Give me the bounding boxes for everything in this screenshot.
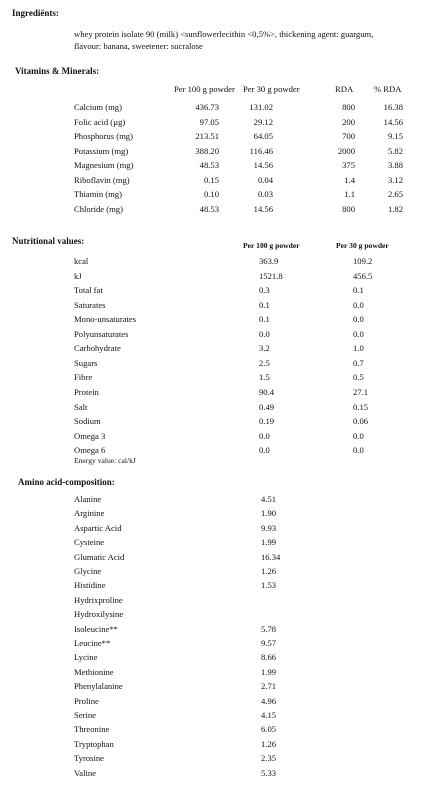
nutrient-per30: 0.5 — [353, 372, 364, 382]
amino-acid-value: 1.99 — [261, 667, 277, 677]
nutrient-per100: 1521.8 — [259, 271, 283, 281]
amino-acid-name: Phenylalanine — [74, 681, 123, 691]
nutrient-name: Omega 3 — [74, 431, 106, 441]
nutrient-name: Mono-unsaturates — [74, 314, 137, 324]
vitamin-pct-rda: 14.56 — [383, 117, 403, 127]
nutrient-name: Sodium — [74, 416, 101, 426]
nutrient-per100: 0.1 — [259, 300, 270, 310]
amino-acid-name: Glycine — [74, 566, 102, 576]
vitamin-rda: 800 — [342, 204, 355, 214]
vitamin-rda: 200 — [342, 117, 355, 127]
amino-acid-value: 8.66 — [261, 652, 277, 662]
nutrient-name: Saturates — [74, 300, 106, 310]
vitamin-per30: 131.02 — [249, 102, 273, 112]
amino-acid-name: Methionine — [74, 667, 114, 677]
nutrient-per100: 0.1 — [259, 314, 270, 324]
vitamin-rda: 2000 — [337, 146, 355, 156]
amino-acid-value: 2.71 — [261, 681, 277, 691]
amino-acid-name: Tryptophan — [74, 739, 114, 749]
vitamin-name: Thiamin (mg) — [74, 189, 122, 199]
amino-acid-name: Histidine — [74, 580, 106, 590]
nutrient-name: Sugars — [74, 358, 98, 368]
nutrient-per100: 1.5 — [259, 372, 270, 382]
amino-acid-value: 9.93 — [261, 523, 277, 533]
vitamin-per100: 0.10 — [203, 189, 219, 199]
nutrient-name: Fibre — [74, 372, 93, 382]
vitamin-per100: 48.53 — [199, 160, 219, 170]
amino-acid-name: Hydrixproline — [74, 595, 123, 605]
vitamin-per100: 0.15 — [203, 175, 219, 185]
vitamin-per100: 388.20 — [195, 146, 219, 156]
vitamin-name: Folic acid (µg) — [74, 117, 126, 127]
nutrient-per100: 0.0 — [259, 329, 270, 339]
vitamin-per100: 97.05 — [199, 117, 219, 127]
nutrient-per100: 0.3 — [259, 285, 270, 295]
vitamin-per100: 213.51 — [195, 131, 219, 141]
amino-acid-value: 16.34 — [261, 552, 281, 562]
vitamin-pct-rda: 16.38 — [383, 102, 403, 112]
amino-acid-value: 4.96 — [261, 696, 277, 706]
amino-acid-name: Isoleucine** — [74, 624, 118, 634]
amino-acid-value: 1.99 — [261, 537, 277, 547]
amino-heading: Amino acid-composition: — [18, 477, 115, 487]
nutrient-per30: 0.0 — [353, 314, 364, 324]
vitamin-pct-rda: 3.88 — [387, 160, 403, 170]
amino-acid-value: 1.26 — [261, 566, 277, 576]
nutrient-name: Salt — [74, 402, 88, 412]
energy-note: Energy value: cal/kJ — [74, 456, 136, 465]
vitamin-pct-rda: 9.15 — [387, 131, 403, 141]
vitamin-per30: 14.56 — [253, 160, 273, 170]
amino-acid-name: Glumatic Acid — [74, 552, 125, 562]
vitamins-col-pct-rda: % RDA — [374, 84, 402, 94]
vitamin-name: Calcium (mg) — [74, 102, 122, 112]
nutrient-per30: 0.7 — [353, 358, 364, 368]
ingredients-text-line-1: whey protein isolate 90 (milk) <sunflowerlecithin <0,5%>, thickening agent: guargum, — [74, 29, 374, 39]
nutrient-per100: 90.4 — [259, 387, 275, 397]
nutrient-name: kJ — [74, 271, 82, 281]
vitamins-col-per100: Per 100 g powder — [174, 84, 235, 94]
nutrient-name: Omega 6 — [74, 445, 106, 455]
amino-acid-value: 4.15 — [261, 710, 277, 720]
amino-acid-name: Cysteine — [74, 537, 105, 547]
amino-acid-value: 6.05 — [261, 724, 277, 734]
vitamin-per100: 48.53 — [199, 204, 219, 214]
nutrient-name: Carbohydrate — [74, 343, 121, 353]
nutrition-heading: Nutritional values: — [12, 236, 85, 246]
vitamin-pct-rda: 1.82 — [387, 204, 403, 214]
nutrient-name: Total fat — [74, 285, 103, 295]
amino-acid-name: Arginine — [74, 508, 105, 518]
amino-acid-name: Threonine — [74, 724, 110, 734]
vitamin-rda: 700 — [342, 131, 355, 141]
nutrition-col-per100: Per 100 g powder — [243, 241, 300, 250]
amino-acid-name: Leucine** — [74, 638, 111, 648]
vitamin-pct-rda: 3.12 — [387, 175, 403, 185]
nutrient-per30: 0.0 — [353, 300, 364, 310]
nutrient-per30: 456.5 — [353, 271, 373, 281]
nutrient-per100: 0.0 — [259, 445, 270, 455]
vitamin-pct-rda: 5.82 — [387, 146, 403, 156]
vitamins-col-per30: Per 30 g powder — [243, 84, 300, 94]
nutrient-per30: 0.0 — [353, 329, 364, 339]
nutrient-name: kcal — [74, 256, 89, 266]
vitamin-name: Magnesium (mg) — [74, 160, 134, 170]
nutrient-per100: 3.2 — [259, 343, 270, 353]
nutrient-per30: 109.2 — [353, 256, 373, 266]
nutrition-col-per30: Per 30 g powder — [336, 241, 389, 250]
vitamin-name: Chloride (mg) — [74, 204, 123, 214]
amino-acid-value: 4.51 — [261, 494, 277, 504]
vitamin-per30: 64.05 — [253, 131, 273, 141]
vitamin-name: Potassium (mg) — [74, 146, 129, 156]
nutrient-per30: 0.0 — [353, 445, 364, 455]
vitamin-per30: 0.04 — [257, 175, 273, 185]
amino-acid-value: 1.53 — [261, 580, 277, 590]
nutrient-per30: 0.15 — [353, 402, 369, 412]
nutrient-per30: 1.0 — [353, 343, 364, 353]
vitamin-pct-rda: 2.65 — [387, 189, 403, 199]
nutrient-per30: 0.0 — [353, 431, 364, 441]
vitamin-rda: 800 — [342, 102, 355, 112]
amino-acid-name: Proline — [74, 696, 99, 706]
amino-acid-name: Serine — [74, 710, 96, 720]
vitamin-name: Phosphorus (mg) — [74, 131, 133, 141]
vitamin-per30: 29.12 — [253, 117, 273, 127]
ingredients-heading: Ingrediënts: — [12, 8, 59, 18]
amino-acid-value: 1.26 — [261, 739, 277, 749]
amino-acid-value: 5.78 — [261, 624, 277, 634]
nutrient-per100: 0.49 — [259, 402, 275, 412]
vitamin-rda: 1.1 — [344, 189, 355, 199]
nutrient-per100: 0.19 — [259, 416, 275, 426]
amino-acid-name: Lycine — [74, 652, 98, 662]
amino-acid-name: Valine — [74, 768, 96, 778]
vitamin-rda: 1.4 — [344, 175, 355, 185]
amino-acid-value: 5.33 — [261, 768, 277, 778]
nutrient-per100: 363.9 — [259, 256, 279, 266]
vitamin-per30: 14.56 — [253, 204, 273, 214]
vitamins-col-rda: RDA — [335, 84, 354, 94]
amino-acid-name: Alanine — [74, 494, 102, 504]
amino-acid-name: Hydroxilysine — [74, 609, 124, 619]
nutrient-per30: 0.1 — [353, 285, 364, 295]
vitamin-name: Riboflavin (mg) — [74, 175, 130, 185]
ingredients-text-line-2: flavour: banana, sweetener: sucralose — [74, 41, 203, 51]
nutrient-name: Protein — [74, 387, 99, 397]
nutrient-per30: 27.1 — [353, 387, 369, 397]
amino-acid-value: 1.90 — [261, 508, 277, 518]
nutrient-per30: 0.06 — [353, 416, 369, 426]
nutrient-per100: 2.5 — [259, 358, 270, 368]
nutrient-per100: 0.0 — [259, 431, 270, 441]
amino-acid-value: 9.57 — [261, 638, 277, 648]
vitamin-per100: 436.73 — [195, 102, 219, 112]
vitamin-per30: 116.46 — [249, 146, 273, 156]
amino-acid-value: 2.35 — [261, 753, 277, 763]
vitamin-per30: 0.03 — [257, 189, 273, 199]
vitamin-rda: 375 — [342, 160, 355, 170]
vitamins-heading: Vitamins & Minerals: — [15, 66, 100, 76]
amino-acid-name: Aspartic Acid — [74, 523, 122, 533]
nutrient-name: Polyunsaturates — [74, 329, 129, 339]
amino-acid-name: Tyrosine — [74, 753, 104, 763]
